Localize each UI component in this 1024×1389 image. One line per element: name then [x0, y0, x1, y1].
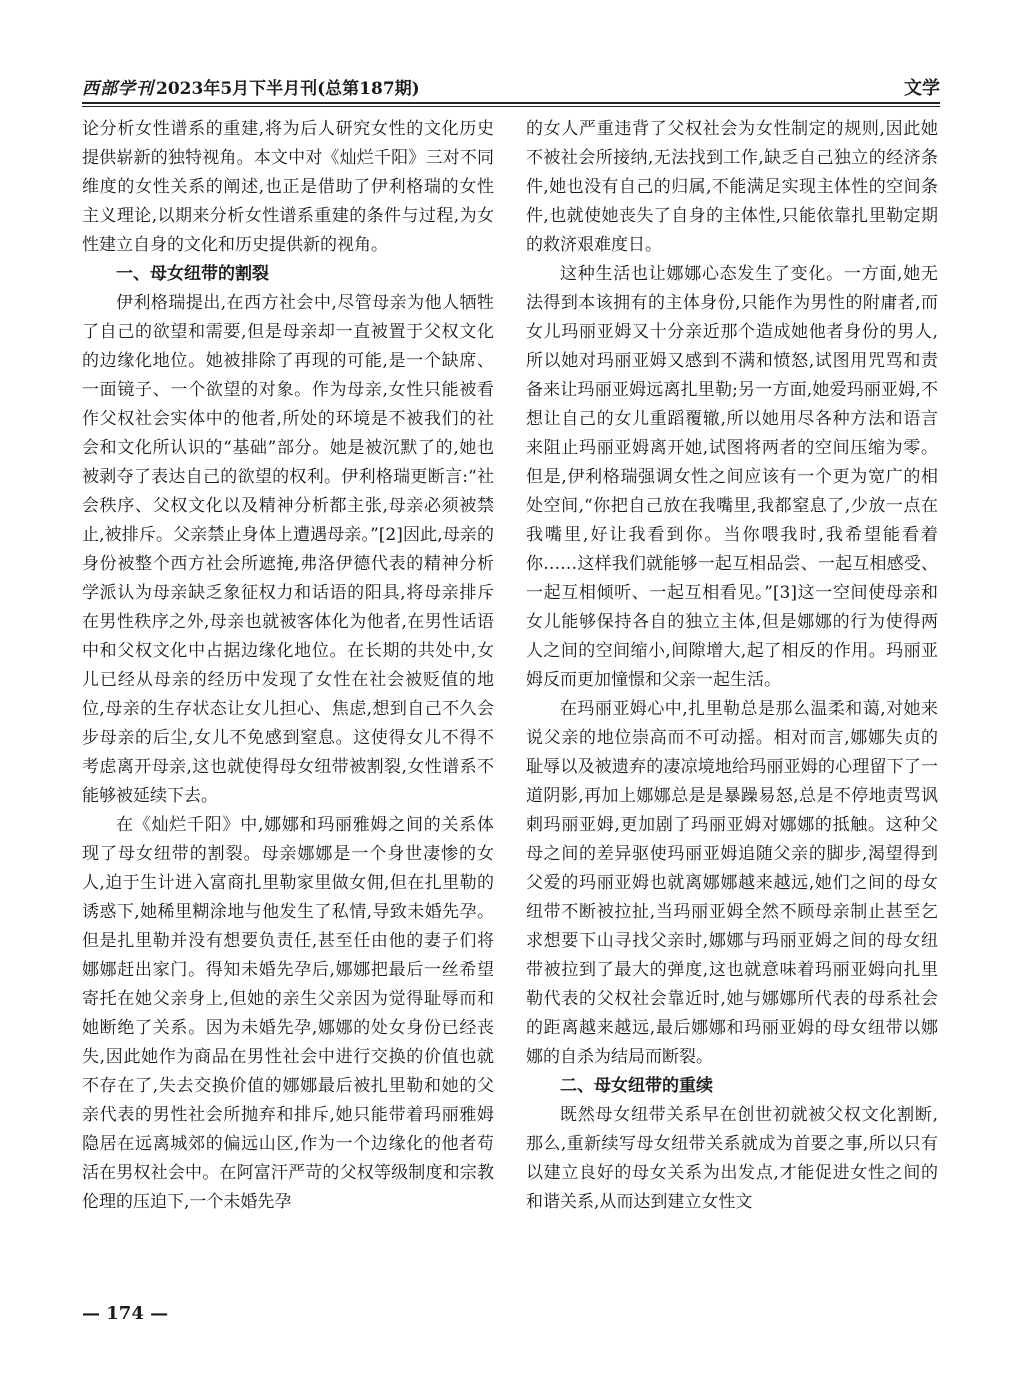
header-issue-info: [82, 74, 420, 99]
paragraph: 这种生活也让娜娜心态发生了变化。一方面,她无法得到本该拥有的主体身份,只能作为男性的附庸者,而女儿玛丽亚姆又十分亲近那个造成她他者身份的男人,所以她对玛丽亚姆又感到不满和愤怒,试图用咒骂和责备来让玛丽亚姆远离扎里勒;另一方面,她爱玛丽亚姆,不想让自己的女儿重蹈覆辙,所以她用尽各种方法和语言来阻止玛丽亚姆离开她,试图将两者的空间压缩为零。但是,伊利格瑞强调女性之间应该有一个更为宽广的相处空间,“你把自己放在我嘴里,我都窒息了,少放一点在我嘴里,好让我看到你。当你喂我时,我希望能看着你……这样我们就能够一起互相品尝、一起互相感受、一起互相倾听、一起互相看见。”[3]这一空间使母亲和女儿能够保持各自的独立主体,但是娜娜的行为使得两人之间的空间缩小,间隙增大,起了相反的作用。玛丽亚姆反而更加憧憬和父亲一起生活。: [526, 264, 938, 690]
paragraph: 在《灿烂千阳》中,娜娜和玛丽雅姆之间的关系体现了母女纽带的割裂。母亲娜娜是一个身世凄惨的女人,迫于生计进入富商扎里勒家里做女佣,但在扎里勒的诱惑下,她稀里糊涂地与他发生了私情,导致未婚先孕。但是扎里勒并没有想要负责任,甚至任由他的妻子们将娜娜赶出家门。得知未婚先孕后,娜娜把最后一丝希望寄托在她父亲身上,但她的亲生父亲因为觉得耻辱而和她断绝了关系。因为未婚先孕,娜娜的处女身份已经丧失,因此她作为商品在男性社会中进行交换的价值也就不存在了,失去交换价值的娜娜最后被扎里勒和她的父亲代表的男性社会所抛弃和排斥,她只能带着玛丽雅姆隐居在远离城郊的偏远山区,作为一个边缘化的他者苟活在男权社会中。在阿富汗严苛的父权等级制度和宗教伦理的压迫下,一个未婚先孕: [82, 815, 494, 1212]
section-heading-2: 二、母女纽带的重续: [560, 1076, 713, 1096]
running-header: [82, 74, 940, 100]
header-rule-thin: [82, 106, 940, 107]
section-label: 文学: [904, 78, 940, 99]
header-rule: [82, 102, 940, 104]
left-column: [82, 115, 494, 1325]
paragraph: 既然母女纽带关系早在创世初就被父权文化割断,那么,重新续写母女纽带关系就成为首要之事,所以只有以建立良好的母女关系为出发点,才能促进女性之间的和谐关系,从而达到建立女性文: [526, 1105, 938, 1212]
issue-label: 2023年5月下半月刊(总第187期): [156, 79, 420, 99]
paragraph: 在玛丽亚姆心中,扎里勒总是那么温柔和蔼,对她来说父亲的地位崇高而不可动摇。相对而言,娜娜失贞的耻辱以及被遗弃的凄凉境地给玛丽亚姆的心理留下了一道阴影,再加上娜娜总是是暴躁易怒,总是不停地责骂讽刺玛丽亚姆,更加剧了玛丽亚姆对娜娜的抵触。这种父母之间的差异驱使玛丽亚姆追随父亲的脚步,渴望得到父爱的玛丽亚姆也就离娜娜越来越远,她们之间的母女纽带不断被拉扯,当玛丽亚姆全然不顾母亲制止甚至乞求想要下山寻找父亲时,娜娜与玛丽亚姆之间的母女纽带被拉到了最大的弹度,这也就意味着玛丽亚姆向扎里勒代表的父权社会靠近时,她与娜娜所代表的母系社会的距离越来越远,最后娜娜和玛丽亚姆的母女纽带以娜娜的自杀为结局而断裂。: [526, 699, 938, 1067]
journal-logo: 西部学刊: [82, 79, 154, 99]
section-heading-1: 一、母女纽带的割裂: [116, 264, 269, 284]
paragraph-continued: 论分析女性谱系的重建,将为后人研究女性的文化历史提供崭新的独特视角。本文中对《灿烂千阳》三对不同维度的女性关系的阐述,也正是借助了伊利格瑞的女性主义理论,以期来分析女性谱系重建的条件与过程,为女性建立自身的文化和历史提供新的视角。: [82, 119, 494, 255]
paragraph-continued: 的女人严重违背了父权社会为女性制定的规则,因此她不被社会所接纳,无法找到工作,缺乏自己独立的经济条件,她也没有自己的归属,不能满足实现主体性的空间条件,也就使她丧失了自身的主体性,只能依靠扎里勒定期的救济艰难度日。: [526, 119, 938, 255]
page-number: — 174 —: [82, 1303, 169, 1324]
paragraph: 伊利格瑞提出,在西方社会中,尽管母亲为他人牺牲了自己的欲望和需要,但是母亲却一直被置于父权文化的边缘化地位。她被排除了再现的可能,是一个缺席、一面镜子、一个欲望的对象。作为母亲,女性只能被看作父权社会实体中的他者,所处的环境是不被我们的社会和文化所认识的“基础”部分。她是被沉默了的,她也被剥夺了表达自己的欲望的权利。伊利格瑞更断言:“社会秩序、父权文化以及精神分析都主张,母亲必须被禁止,被排斥。父亲禁止身体上遭遇母亲。”[2]因此,母亲的身份被整个西方社会所遮掩,弗洛伊德代表的精神分析学派认为母亲缺乏象征权力和话语的阳具,将母亲排斥在男性秩序之外,母亲也就被客体化为他者,在男性话语中和父权文化中占据边缘化地位。在长期的共处中,女儿已经从母亲的经历中发现了女性在社会被贬值的地位,母亲的生存状态让女儿担心、焦虑,想到自己不久会步母亲的后尘,女儿不免感到窒息。这使得女儿不得不考虑离开母亲,这也就使得母女纽带被割裂,女性谱系不能够被延续下去。: [82, 293, 494, 806]
right-column: [526, 115, 938, 1325]
